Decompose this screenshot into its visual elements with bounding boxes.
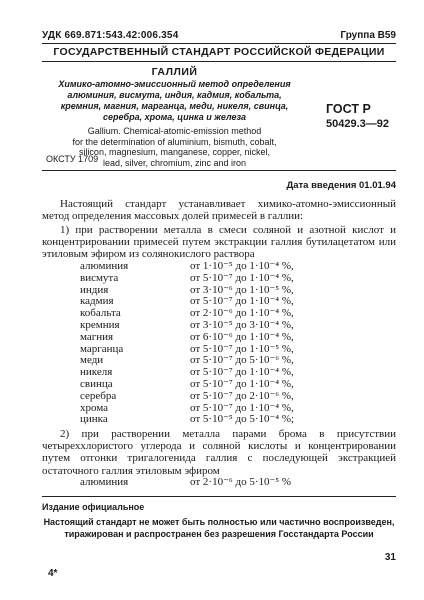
range-value: от 5·10⁻⁷ до 1·10⁻⁴ %, (190, 271, 294, 284)
range-value: от 5·10⁻⁷ до 1·10⁻⁵ %, (190, 342, 294, 355)
range-value: от 5·10⁻⁷ до 1·10⁻⁴ %, (190, 366, 294, 379)
page-number: 31 (384, 552, 396, 563)
range-element: никеля (80, 366, 113, 379)
gost-label: ГОСТ Р (326, 102, 371, 116)
footer-rule (42, 496, 396, 497)
range-element: кобальта (80, 307, 121, 320)
range-element: кремния (80, 319, 120, 331)
title-en-line: silicon, magnesium, manganese, copper, nickel, (78, 147, 271, 157)
document-title-block (42, 66, 307, 168)
gost-number: 50429.3—92 (326, 118, 389, 130)
range-value: от 5·10⁻⁵ до 5·10⁻⁴ %; (190, 413, 295, 426)
range-element: алюминия (80, 476, 129, 488)
range-element: висмута (80, 271, 119, 284)
range-value: от 5·10⁻⁷ до 1·10⁻⁴ %, (190, 295, 294, 308)
paragraph-method-2: 2) при растворении металла парами брома в присутствии четыреххлористого углерода и соляной кислоты и концентрировании путем отгонки тригалогенида галлия с последующей экстракцией остаточного галлия этиловым эфиром (42, 428, 396, 477)
range-value: от 2·10⁻⁶ до 1·10⁻⁴ %, (190, 307, 294, 320)
signature-mark: 4* (48, 568, 58, 579)
udk-code: УДК 669.871:543.42:006.354 (42, 30, 179, 41)
range-element: магния (80, 330, 114, 343)
range-element: кадмия (80, 295, 114, 308)
title-en-line: lead, silver, chromium, zinc and iron (102, 157, 247, 168)
gost-designation (326, 102, 406, 130)
copyright-notice: Настоящий стандарт не может быть полностью или частично воспроизведен, тиражирован и распространен без разрешения Госстандарта России (43, 517, 395, 539)
range-value: от 6·10⁻⁶ до 1·10⁻⁴ %, (190, 330, 294, 343)
state-standard-heading: ГОСУДАРСТВЕННЫЙ СТАНДАРТ РОССИЙСКОЙ ФЕДЕРАЦИИ (53, 46, 385, 58)
okstu-code: ОКСТУ 1709 (46, 154, 99, 164)
range-value: от 2·10⁻⁶ до 5·10⁻⁵ % (190, 476, 292, 488)
title-ru-line: алюминия, висмута, индия, кадмия, кобальта, (67, 90, 282, 100)
title-en-line: for the determination of aluminium, bismuth, cobalt, (72, 136, 277, 147)
group-code: Группа В59 (340, 30, 396, 41)
official-edition-label: Издание официальное (42, 502, 145, 512)
paragraph-method-1: 1) при растворении металла в смеси соляной и азотной кислот и концентрировании примесей путем экстракции галлия бутилацетатом или этиловым эфиром из солянокислого раствора (42, 224, 396, 261)
top-rule (42, 43, 396, 44)
title-russian (42, 79, 307, 123)
okstu-rule (42, 170, 396, 171)
heading-rule (42, 61, 396, 62)
range-element: цинка (80, 413, 108, 426)
range-element: меди (80, 354, 104, 367)
range-value: от 1·10⁻⁵ до 1·10⁻⁴ %, (190, 260, 294, 272)
range-element: индия (80, 283, 109, 296)
range-value: от 5·10⁻⁷ до 2·10⁻⁶ %, (190, 389, 294, 402)
range-element: хрома (80, 401, 109, 414)
range-value: от 3·10⁻⁶ до 1·10⁻⁵ %, (190, 283, 294, 296)
range-value: от 3·10⁻⁵ до 3·10⁻⁴ %, (190, 319, 294, 331)
range-element: алюминия (80, 260, 129, 272)
title-main: ГАЛЛИЙ (151, 66, 198, 78)
range-element: марганца (80, 342, 124, 355)
title-ru-line: серебра, хрома, цинка и железа (102, 112, 247, 122)
range-element: серебра (80, 389, 117, 402)
title-ru-line: Химико-атомно-эмиссионный метод определения (58, 79, 291, 89)
title-en-line: Gallium. Chemical-atomic-emission method (87, 126, 262, 136)
paragraph-intro: Настоящий стандарт устанавливает химико-атомно-эмиссионный метод определения массовых долей примесей в галлии: (42, 198, 396, 223)
range-value: от 5·10⁻⁷ до 1·10⁻⁴ %, (190, 401, 294, 414)
title-ru-line: кремния, магния, марганца, меди, никеля, свинца, (60, 101, 289, 111)
range-value: от 5·10⁻⁷ до 5·10⁻⁶ %, (190, 354, 294, 367)
introduction-date: Дата введения 01.01.94 (286, 180, 396, 191)
range-element: свинца (80, 378, 113, 390)
range-value: от 5·10⁻⁷ до 1·10⁻⁴ %, (190, 378, 294, 390)
